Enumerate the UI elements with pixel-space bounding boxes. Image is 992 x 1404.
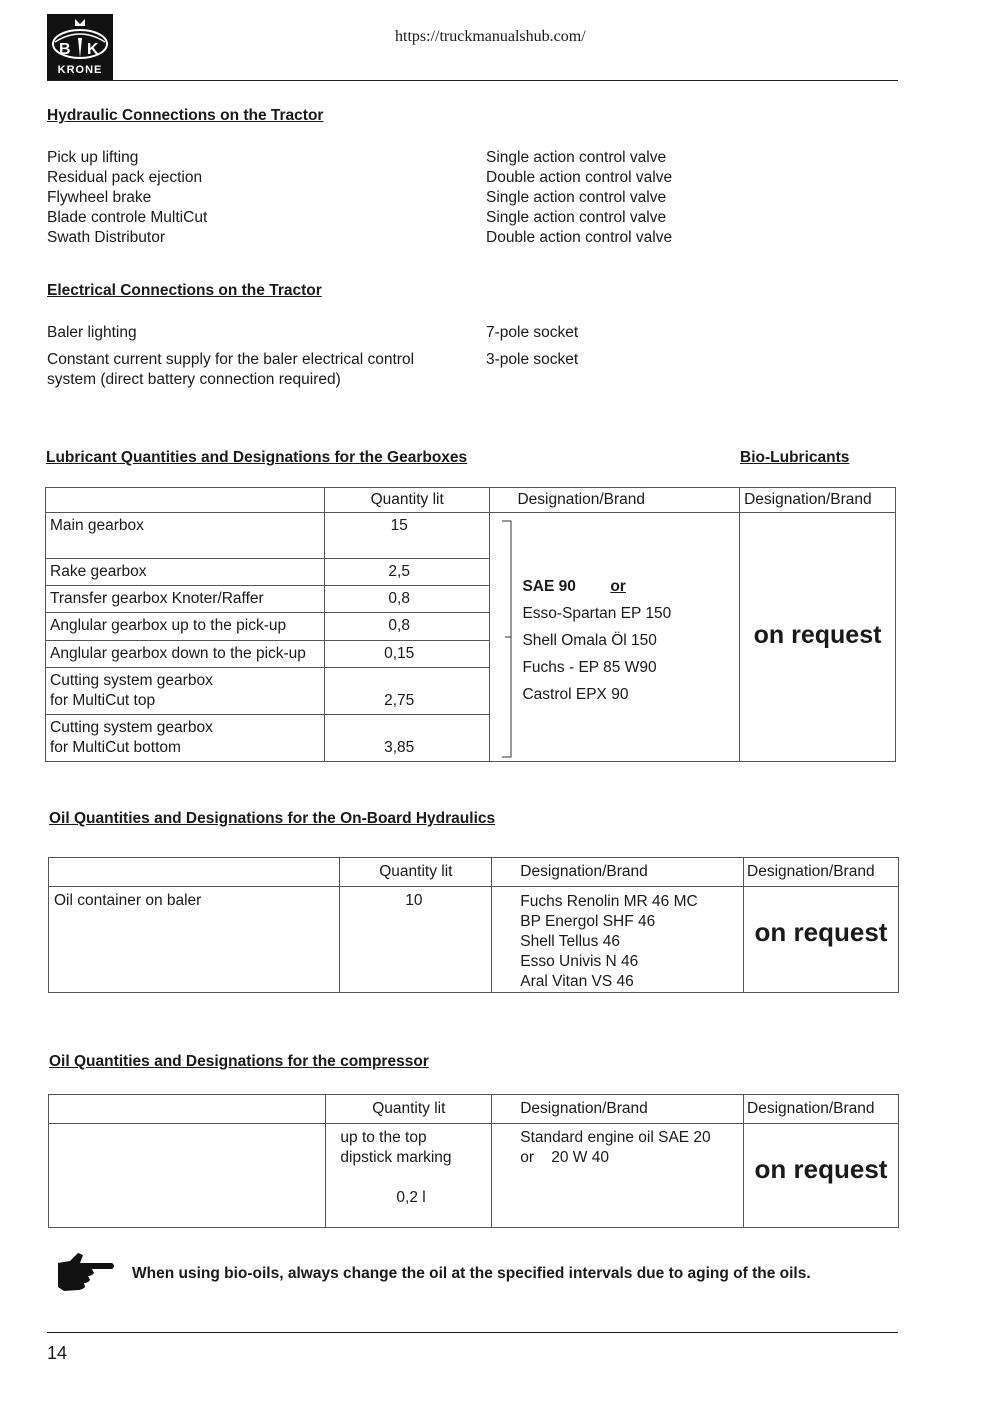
page-number: 14 xyxy=(47,1343,68,1363)
table-header: Quantity lit xyxy=(340,858,492,887)
svg-text:B: B xyxy=(59,41,71,58)
gearbox-name-line: for MultiCut bottom xyxy=(50,739,181,756)
logo-text: KRONE xyxy=(57,64,103,76)
brand: Esso Univis N 46 xyxy=(520,953,639,970)
gearbox-name: Anglular gearbox down to the pick-up xyxy=(46,641,325,668)
hydraulics-title: Oil Quantities and Designations for the On-Board Hydraulics xyxy=(49,810,496,827)
table-header: Quantity lit xyxy=(324,488,490,513)
brand: Esso-Spartan EP 150 xyxy=(522,605,672,622)
brand: Castrol EPX 90 xyxy=(522,686,629,703)
footer-rule xyxy=(47,1332,898,1333)
hydraulic-title: Hydraulic Connections on the Tractor xyxy=(47,107,324,124)
header-url[interactable]: https://truckmanualshub.com/ xyxy=(395,28,586,45)
header-rule xyxy=(47,80,898,81)
hydraulic-items xyxy=(47,148,207,248)
compressor-qty xyxy=(326,1124,492,1228)
table-header xyxy=(46,488,325,513)
hydraulic-value: Single action control valve xyxy=(486,189,667,206)
gearbox-title: Lubricant Quantities and Designations for the Gearboxes xyxy=(46,449,468,466)
table-header: Designation/Brand xyxy=(744,858,899,887)
hydraulic-item: Residual pack ejection xyxy=(47,169,203,186)
bio-oil-note: When using bio-oils, always change the oil at the specified intervals due to aging of the oils. xyxy=(132,1265,811,1282)
hydraulic-values xyxy=(486,148,672,248)
gearbox-name xyxy=(46,715,325,762)
brand-line: or 20 W 40 xyxy=(520,1149,609,1166)
brand-line: Standard engine oil SAE 20 xyxy=(520,1129,711,1146)
compressor-table xyxy=(48,1094,899,1228)
brand: Fuchs - EP 85 W90 xyxy=(522,659,657,676)
compressor-item xyxy=(49,1124,326,1228)
compressor-title: Oil Quantities and Designations for the compressor xyxy=(49,1053,429,1070)
gearbox-qty: 2,5 xyxy=(324,559,490,586)
bio-lubricants-title: Bio-Lubricants xyxy=(740,449,850,466)
hydraulics-table xyxy=(48,857,899,993)
electrical-item: Constant current supply for the baler electrical control system (direct battery connection required) xyxy=(47,351,415,388)
brand: Shell Tellus 46 xyxy=(520,933,620,950)
electrical-title: Electrical Connections on the Tractor xyxy=(47,282,322,299)
gearbox-qty: 0,15 xyxy=(324,641,490,668)
table-row xyxy=(49,1124,899,1228)
brand: BP Energol SHF 46 xyxy=(520,913,656,930)
hydraulic-value: Double action control valve xyxy=(486,229,673,246)
brand: Shell Omala Öl 150 xyxy=(522,632,657,649)
hydraulic-value: Single action control valve xyxy=(486,149,667,166)
hydraulic-item: Swath Distributor xyxy=(47,229,166,246)
hydraulic-item: Blade controle MultiCut xyxy=(47,209,208,226)
svg-text:K: K xyxy=(87,41,99,58)
table-header xyxy=(49,1095,326,1124)
gearbox-qty: 0,8 xyxy=(324,613,490,641)
table-header: Designation/Brand xyxy=(740,488,896,513)
gearbox-name: Anglular gearbox up to the pick-up xyxy=(46,613,325,641)
table-header: Designation/Brand xyxy=(490,488,740,513)
hydraulics-qty: 10 xyxy=(340,887,492,993)
hydraulic-value: Double action control valve xyxy=(486,169,673,186)
gearbox-table xyxy=(45,487,896,762)
gearbox-name xyxy=(46,668,325,715)
designation-main: SAE 90 xyxy=(522,578,576,595)
gearbox-designations xyxy=(490,513,740,762)
bio-on-request: on request xyxy=(740,513,896,762)
gearbox-qty: 0,8 xyxy=(324,586,490,613)
gearbox-name-line: Cutting system gearbox xyxy=(50,719,213,736)
designation-or: or xyxy=(610,578,626,595)
electrical-value: 7-pole socket xyxy=(486,324,579,341)
gearbox-name: Transfer gearbox Knoter/Raffer xyxy=(46,586,325,613)
gearbox-name: Rake gearbox xyxy=(46,559,325,586)
hydraulic-item: Pick up lifting xyxy=(47,149,139,166)
qty-line: 0,2 l xyxy=(396,1189,426,1206)
compressor-brand xyxy=(492,1124,744,1228)
table-header: Designation/Brand xyxy=(744,1095,899,1124)
bio-on-request: on request xyxy=(744,1124,899,1228)
gearbox-qty: 15 xyxy=(324,513,490,559)
qty-line: dipstick marking xyxy=(340,1149,452,1166)
table-header xyxy=(49,858,340,887)
gearbox-name-line: Cutting system gearbox xyxy=(50,672,213,689)
qty-line: up to the top xyxy=(340,1129,427,1146)
hydraulics-brands xyxy=(492,887,744,993)
table-row xyxy=(46,513,896,559)
bracket-icon xyxy=(500,519,514,759)
hydraulic-value: Single action control valve xyxy=(486,209,667,226)
electrical-item: Baler lighting xyxy=(47,324,137,341)
hydraulic-item: Flywheel brake xyxy=(47,189,152,206)
gearbox-qty: 3,85 xyxy=(324,715,490,762)
brand: Fuchs Renolin MR 46 MC xyxy=(520,893,698,910)
gearbox-qty: 2,75 xyxy=(324,668,490,715)
brand: Aral Vitan VS 46 xyxy=(520,973,634,990)
gearbox-name-line: for MultiCut top xyxy=(50,692,156,709)
table-row xyxy=(49,887,899,993)
gearbox-name: Main gearbox xyxy=(46,513,325,559)
table-header: Designation/Brand xyxy=(492,1095,744,1124)
krone-logo xyxy=(47,14,113,80)
electrical-value: 3-pole socket xyxy=(486,351,579,368)
table-header: Quantity lit xyxy=(326,1095,492,1124)
bio-on-request: on request xyxy=(744,887,899,993)
table-header: Designation/Brand xyxy=(492,858,744,887)
pointing-hand-icon xyxy=(56,1249,116,1300)
hydraulics-item: Oil container on baler xyxy=(49,887,340,993)
